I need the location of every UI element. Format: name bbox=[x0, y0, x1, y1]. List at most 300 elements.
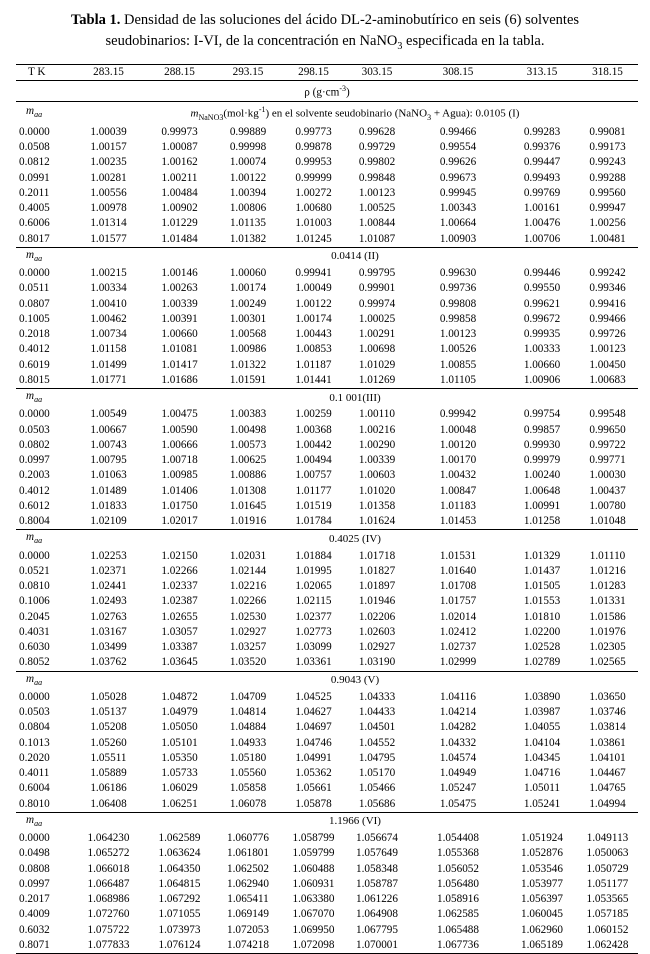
density-cell: 1.00706 bbox=[523, 232, 561, 245]
table-row bbox=[16, 705, 638, 720]
density-cell: 0.99447 bbox=[523, 156, 561, 169]
density-cell: 1.02031 bbox=[229, 549, 267, 562]
table-row bbox=[16, 216, 638, 231]
row-label: $m_{aa}$ bbox=[16, 247, 72, 266]
table-row bbox=[16, 484, 638, 499]
density-cell: 1.03650 bbox=[589, 690, 626, 703]
density-cell: 1.00216 bbox=[358, 423, 396, 436]
density-cell: 1.01505 bbox=[523, 580, 561, 593]
density-cell: 1.03520 bbox=[229, 656, 267, 669]
density-cell: 1.067070 bbox=[292, 908, 335, 921]
density-cell: 1.00333 bbox=[523, 343, 561, 356]
density-cell: 1.01499 bbox=[90, 358, 127, 371]
density-cell: 1.065488 bbox=[437, 923, 479, 936]
density-cell: 1.01884 bbox=[295, 549, 332, 562]
density-cell: 1.01976 bbox=[589, 625, 626, 638]
density-cell: 1.01406 bbox=[161, 484, 198, 497]
density-cell: 1.04333 bbox=[358, 690, 396, 703]
density-cell: 1.03746 bbox=[589, 706, 626, 719]
density-cell: 1.00886 bbox=[229, 469, 267, 482]
density-cell: 1.00039 bbox=[90, 125, 127, 138]
molality-cell: 0.4005 bbox=[19, 202, 50, 215]
density-cell: 1.05350 bbox=[161, 751, 198, 764]
molality-cell: 0.2018 bbox=[19, 328, 50, 341]
density-cell: 1.00170 bbox=[439, 454, 477, 467]
density-cell: 0.99754 bbox=[523, 408, 561, 421]
density-cell: 1.06251 bbox=[161, 797, 198, 810]
density-cell: 0.99554 bbox=[439, 141, 477, 154]
density-cell: 1.00481 bbox=[589, 232, 626, 245]
section-header-row bbox=[16, 530, 638, 549]
density-cell: 1.056480 bbox=[437, 877, 479, 890]
molality-cell: 0.0000 bbox=[19, 832, 50, 845]
density-cell: 0.99628 bbox=[358, 125, 396, 138]
density-cell: 1.02773 bbox=[295, 625, 332, 638]
density-cell: 1.04627 bbox=[295, 706, 332, 719]
density-cell: 1.02999 bbox=[439, 656, 477, 669]
density-cell: 0.99288 bbox=[589, 171, 626, 184]
density-cell: 1.00667 bbox=[90, 423, 127, 436]
density-cell: 0.99979 bbox=[523, 454, 561, 467]
density-cell: 1.00734 bbox=[90, 328, 127, 341]
table-row bbox=[16, 846, 638, 861]
density-cell: 1.01810 bbox=[523, 610, 561, 623]
density-cell: 1.00060 bbox=[229, 267, 267, 280]
table-body bbox=[16, 65, 638, 954]
density-table bbox=[16, 64, 638, 954]
density-cell: 1.076124 bbox=[145, 938, 214, 954]
molality-cell: 0.8015 bbox=[19, 373, 50, 386]
density-cell: 1.00437 bbox=[589, 484, 626, 497]
density-cell: 1.058348 bbox=[356, 862, 398, 875]
density-cell: 0.99802 bbox=[358, 156, 396, 169]
density-cell: 1.01519 bbox=[295, 499, 332, 512]
molality-cell: 0.2020 bbox=[19, 751, 50, 764]
table-row bbox=[16, 923, 638, 938]
density-cell: 1.02737 bbox=[439, 641, 477, 654]
density-cell: 1.01322 bbox=[229, 358, 267, 371]
table-row bbox=[16, 327, 638, 342]
density-cell: 1.04884 bbox=[229, 721, 267, 734]
density-cell: 0.99242 bbox=[589, 267, 626, 280]
density-cell: 1.00795 bbox=[90, 454, 127, 467]
density-cell: 1.01314 bbox=[90, 217, 127, 230]
density-cell: 1.02144 bbox=[229, 564, 267, 577]
caption-text-1: Densidad de las soluciones del ácido DL-2-aminobutírico en seis (6) solventes bbox=[124, 12, 580, 28]
density-cell: 1.00290 bbox=[358, 438, 396, 451]
density-cell: 1.01441 bbox=[295, 373, 332, 386]
density-cell: 1.00718 bbox=[161, 454, 198, 467]
molality-cell: 0.8010 bbox=[19, 797, 50, 810]
density-cell: 1.00549 bbox=[90, 408, 127, 421]
density-cell: 1.01329 bbox=[523, 549, 561, 562]
density-cell: 1.02763 bbox=[90, 610, 127, 623]
density-cell: 1.053565 bbox=[586, 893, 629, 906]
molality-cell: 0.0521 bbox=[19, 564, 50, 577]
density-cell: 1.05101 bbox=[161, 736, 198, 749]
density-cell: 1.062589 bbox=[158, 832, 201, 845]
density-cell: 0.99446 bbox=[523, 267, 561, 280]
density-cell: 0.99650 bbox=[589, 423, 626, 436]
density-cell: 1.05247 bbox=[439, 782, 477, 795]
density-cell: 1.02412 bbox=[439, 625, 477, 638]
table-row bbox=[16, 625, 638, 640]
molality-cell: 0.0997 bbox=[19, 454, 50, 467]
density-cell: 1.04574 bbox=[439, 751, 477, 764]
table-row bbox=[16, 155, 638, 170]
density-cell: 1.00087 bbox=[161, 141, 198, 154]
density-cell: 1.060488 bbox=[292, 862, 335, 875]
density-cell: 1.04746 bbox=[295, 736, 332, 749]
table-row bbox=[16, 655, 638, 671]
molality-cell: 0.8052 bbox=[19, 656, 50, 669]
density-cell: 0.99673 bbox=[439, 171, 477, 184]
density-cell: 1.066487 bbox=[87, 877, 130, 890]
density-cell: 1.01177 bbox=[295, 484, 332, 497]
section-header-row bbox=[16, 247, 638, 266]
density-cell: 1.060045 bbox=[521, 908, 563, 921]
density-cell: 0.99376 bbox=[523, 141, 561, 154]
density-cell: 1.02655 bbox=[161, 610, 198, 623]
density-cell: 1.00048 bbox=[439, 423, 477, 436]
table-row bbox=[16, 171, 638, 186]
density-cell: 1.01995 bbox=[295, 564, 332, 577]
density-cell: 1.062585 bbox=[437, 908, 479, 921]
temp-header: 303.15 bbox=[345, 65, 409, 81]
table-row bbox=[16, 720, 638, 735]
density-cell: 1.00249 bbox=[229, 297, 267, 310]
density-cell: 0.99493 bbox=[523, 171, 561, 184]
density-cell: 1.04282 bbox=[439, 721, 477, 734]
density-cell: 1.02305 bbox=[589, 641, 626, 654]
density-cell: 1.04101 bbox=[589, 751, 626, 764]
density-cell: 1.04709 bbox=[229, 690, 267, 703]
density-cell: 1.01087 bbox=[358, 232, 396, 245]
density-cell: 1.00157 bbox=[90, 141, 127, 154]
density-cell: 0.99941 bbox=[295, 267, 332, 280]
table-row bbox=[16, 186, 638, 201]
density-cell: 1.01417 bbox=[161, 358, 198, 371]
density-cell: 1.03387 bbox=[161, 641, 198, 654]
table-row bbox=[16, 781, 638, 796]
density-cell: 1.03814 bbox=[589, 721, 626, 734]
density-cell: 0.99973 bbox=[161, 125, 198, 138]
density-cell: 1.00991 bbox=[523, 499, 561, 512]
solvent-concentration: 0.4025 (IV) bbox=[72, 530, 638, 549]
density-cell: 1.02337 bbox=[161, 580, 198, 593]
density-cell: 1.04116 bbox=[440, 690, 476, 703]
density-cell: 1.01916 bbox=[229, 515, 267, 528]
density-cell: 1.057649 bbox=[356, 847, 398, 860]
density-cell: 0.99736 bbox=[439, 282, 477, 295]
density-cell: 0.99626 bbox=[439, 156, 477, 169]
density-cell: 1.072098 bbox=[282, 938, 345, 954]
density-cell: 1.05733 bbox=[161, 767, 198, 780]
density-cell: 1.01531 bbox=[439, 549, 477, 562]
density-cell: 0.99974 bbox=[358, 297, 396, 310]
density-cell: 0.99672 bbox=[523, 312, 561, 325]
density-cell: 0.99416 bbox=[589, 297, 626, 310]
density-cell: 1.054408 bbox=[437, 832, 479, 845]
density-cell: 1.00122 bbox=[229, 171, 267, 184]
density-cell: 1.04765 bbox=[589, 782, 626, 795]
density-cell: 1.067736 bbox=[409, 938, 507, 954]
density-cell: 1.01020 bbox=[358, 484, 396, 497]
molality-cell: 0.1005 bbox=[19, 312, 50, 325]
table-row bbox=[16, 549, 638, 564]
density-cell: 1.00256 bbox=[589, 217, 626, 230]
density-cell: 1.00272 bbox=[295, 186, 332, 199]
density-cell: 1.065411 bbox=[227, 893, 269, 906]
molality-cell: 0.0511 bbox=[19, 282, 50, 295]
temp-header: 308.15 bbox=[409, 65, 507, 81]
density-cell: 1.02493 bbox=[90, 595, 127, 608]
section-header-row bbox=[16, 389, 638, 408]
caption-line-1 bbox=[8, 10, 642, 31]
density-cell: 1.00855 bbox=[439, 358, 477, 371]
table-row bbox=[16, 468, 638, 483]
density-cell: 1.00847 bbox=[439, 484, 477, 497]
density-cell: 0.99729 bbox=[358, 141, 396, 154]
molality-cell: 0.0807 bbox=[19, 297, 50, 310]
density-cell: 1.01708 bbox=[439, 580, 477, 593]
density-cell: 1.02371 bbox=[90, 564, 127, 577]
density-cell: 1.02200 bbox=[523, 625, 561, 638]
molality-cell: 0.8017 bbox=[19, 232, 50, 245]
density-cell: 1.055368 bbox=[437, 847, 479, 860]
table-row bbox=[16, 373, 638, 389]
molality-cell: 0.4012 bbox=[19, 343, 50, 356]
density-cell: 1.059799 bbox=[292, 847, 335, 860]
molality-cell: 0.0000 bbox=[19, 267, 50, 280]
density-cell: 0.99722 bbox=[589, 438, 626, 451]
density-cell: 0.99953 bbox=[295, 156, 332, 169]
density-cell: 0.99858 bbox=[439, 312, 477, 325]
density-unit-row bbox=[16, 81, 638, 102]
density-cell: 1.00122 bbox=[295, 297, 332, 310]
density-cell: 1.057185 bbox=[586, 908, 629, 921]
molality-cell: 0.2045 bbox=[19, 610, 50, 623]
density-cell: 1.01269 bbox=[358, 373, 396, 386]
density-cell: 1.00498 bbox=[229, 423, 267, 436]
density-cell: 1.04501 bbox=[358, 721, 396, 734]
section-header-row bbox=[16, 812, 638, 831]
density-cell: 1.056674 bbox=[356, 832, 398, 845]
density-cell: 1.00590 bbox=[161, 423, 198, 436]
molality-cell: 0.4009 bbox=[19, 908, 50, 921]
molality-cell: 0.2003 bbox=[19, 469, 50, 482]
density-cell: 1.01183 bbox=[440, 499, 476, 512]
table-caption bbox=[8, 10, 642, 52]
density-cell: 0.99548 bbox=[589, 408, 626, 421]
density-cell: 1.01591 bbox=[229, 373, 267, 386]
density-cell: 1.070001 bbox=[345, 938, 409, 954]
density-cell: 0.99999 bbox=[295, 171, 332, 184]
density-cell: 1.05475 bbox=[439, 797, 477, 810]
table-row bbox=[16, 594, 638, 609]
row-label: $m_{aa}$ bbox=[16, 530, 72, 549]
density-cell: 1.064350 bbox=[158, 862, 201, 875]
table-row bbox=[16, 640, 638, 655]
molality-cell: 0.0991 bbox=[19, 171, 50, 184]
density-cell: 1.02387 bbox=[161, 595, 198, 608]
density-cell: 1.00603 bbox=[358, 469, 396, 482]
density-cell: 1.062428 bbox=[577, 938, 638, 954]
density-cell: 1.00568 bbox=[229, 328, 267, 341]
density-cell: 1.01757 bbox=[439, 595, 477, 608]
density-cell: 1.00301 bbox=[229, 312, 267, 325]
density-cell: 1.03190 bbox=[358, 656, 396, 669]
density-cell: 1.068986 bbox=[87, 893, 130, 906]
density-cell: 1.01645 bbox=[229, 499, 267, 512]
table-row bbox=[16, 423, 638, 438]
density-cell: 1.00680 bbox=[295, 202, 332, 215]
density-cell: 1.067292 bbox=[158, 893, 201, 906]
density-cell: 1.05560 bbox=[229, 767, 267, 780]
density-cell: 0.99283 bbox=[523, 125, 561, 138]
density-cell: 1.04552 bbox=[358, 736, 396, 749]
density-cell: 1.00625 bbox=[229, 454, 267, 467]
density-cell: 1.06408 bbox=[90, 797, 127, 810]
table-row bbox=[16, 892, 638, 907]
density-cell: 1.00683 bbox=[589, 373, 626, 386]
density-cell: 1.00985 bbox=[161, 469, 198, 482]
density-cell: 1.00525 bbox=[358, 202, 396, 215]
density-cell: 1.00443 bbox=[295, 328, 332, 341]
density-cell: 1.00556 bbox=[90, 186, 127, 199]
density-cell: 1.00211 bbox=[161, 171, 198, 184]
table-row bbox=[16, 797, 638, 813]
temp-header: 288.15 bbox=[145, 65, 214, 81]
density-cell: 1.02603 bbox=[358, 625, 396, 638]
density-cell: 1.05686 bbox=[358, 797, 396, 810]
section-header-row bbox=[16, 671, 638, 690]
density-cell: 1.01187 bbox=[295, 358, 332, 371]
density-cell: 1.056397 bbox=[521, 893, 563, 906]
density-cell: 1.01453 bbox=[439, 515, 477, 528]
molality-cell: 0.0997 bbox=[19, 877, 50, 890]
density-cell: 1.01586 bbox=[589, 610, 626, 623]
density-cell: 1.05889 bbox=[90, 767, 127, 780]
density-cell: 1.02789 bbox=[523, 656, 561, 669]
density-cell: 1.01135 bbox=[230, 217, 266, 230]
density-cell: 1.01833 bbox=[90, 499, 127, 512]
table-row bbox=[16, 831, 638, 846]
molality-cell: 0.6012 bbox=[19, 499, 50, 512]
t-label: T K bbox=[16, 65, 72, 81]
density-cell: 1.058916 bbox=[437, 893, 479, 906]
density-cell: 1.00660 bbox=[523, 358, 561, 371]
density-cell: 1.03099 bbox=[295, 641, 332, 654]
row-label: $m_{aa}$ bbox=[16, 389, 72, 408]
density-cell: 1.00780 bbox=[589, 499, 626, 512]
density-cell: 1.00123 bbox=[589, 343, 626, 356]
density-cell: 0.99935 bbox=[523, 328, 561, 341]
molality-cell: 0.0810 bbox=[19, 580, 50, 593]
density-cell: 1.02150 bbox=[161, 549, 198, 562]
density-cell: 1.00494 bbox=[295, 454, 332, 467]
density-cell: 1.051177 bbox=[586, 877, 629, 890]
density-cell: 1.072760 bbox=[87, 908, 130, 921]
density-cell: 1.056052 bbox=[437, 862, 479, 875]
density-cell: 1.00291 bbox=[358, 328, 396, 341]
density-cell: 1.01771 bbox=[90, 373, 127, 386]
density-cell: 0.99173 bbox=[589, 141, 626, 154]
density-cell: 1.01489 bbox=[90, 484, 127, 497]
density-cell: 1.01216 bbox=[589, 564, 626, 577]
density-cell: 0.99998 bbox=[229, 141, 267, 154]
density-cell: 1.03890 bbox=[523, 690, 561, 703]
density-cell: 1.03499 bbox=[90, 641, 127, 654]
density-cell: 1.00526 bbox=[439, 343, 477, 356]
solvent-concentration: $m_{NaNO3}(mol\cdot kg^{-1})$ en el solvente seudobinario (NaNO$_3$ + Agua): 0.0105 (I) bbox=[72, 101, 638, 124]
density-cell: 1.06078 bbox=[229, 797, 267, 810]
table-row bbox=[16, 453, 638, 468]
density-cell: 1.04933 bbox=[229, 736, 267, 749]
density-cell: 1.02206 bbox=[358, 610, 396, 623]
density-cell: 1.04872 bbox=[161, 690, 198, 703]
density-cell: 1.067795 bbox=[356, 923, 398, 936]
density-cell: 1.02253 bbox=[90, 549, 127, 562]
density-cell: 1.01358 bbox=[358, 499, 396, 512]
density-cell: 1.00664 bbox=[439, 217, 477, 230]
density-cell: 1.02216 bbox=[229, 580, 267, 593]
density-cell: 1.00334 bbox=[90, 282, 127, 295]
density-cell: 1.062502 bbox=[227, 862, 269, 875]
density-cell: 1.01283 bbox=[589, 580, 626, 593]
table-row bbox=[16, 514, 638, 530]
density-cell: 1.01437 bbox=[523, 564, 561, 577]
table-row bbox=[16, 907, 638, 922]
density-cell: 1.04104 bbox=[523, 736, 561, 749]
density-cell: 1.01686 bbox=[161, 373, 198, 386]
molality-cell: 0.6032 bbox=[19, 923, 50, 936]
density-cell: 0.99621 bbox=[523, 297, 561, 310]
density-cell: 1.00263 bbox=[161, 282, 198, 295]
density-unit-exponent: -3 bbox=[339, 84, 347, 94]
molality-cell: 0.6030 bbox=[19, 641, 50, 654]
density-cell: 1.00903 bbox=[439, 232, 477, 245]
table-row bbox=[16, 297, 638, 312]
table-row bbox=[16, 766, 638, 781]
density-cell: 1.00484 bbox=[161, 186, 198, 199]
density-cell: 0.99771 bbox=[589, 454, 626, 467]
molality-cell: 0.0812 bbox=[19, 156, 50, 169]
density-cell: 0.99901 bbox=[358, 282, 396, 295]
density-cell: 1.01105 bbox=[440, 373, 476, 386]
density-cell: 1.05661 bbox=[295, 782, 332, 795]
density-cell: 0.99773 bbox=[295, 125, 332, 138]
density-cell: 1.050729 bbox=[586, 862, 629, 875]
density-cell: 1.02377 bbox=[295, 610, 332, 623]
molality-cell: 0.1006 bbox=[19, 595, 50, 608]
density-cell: 1.05362 bbox=[295, 767, 332, 780]
table-row bbox=[16, 281, 638, 296]
density-cell: 1.071055 bbox=[158, 908, 201, 921]
molality-cell: 0.0503 bbox=[19, 706, 50, 719]
density-cell: 1.02565 bbox=[589, 656, 626, 669]
density-cell: 1.00240 bbox=[523, 469, 561, 482]
density-cell: 1.04795 bbox=[358, 751, 396, 764]
table-row bbox=[16, 877, 638, 892]
density-cell: 1.04716 bbox=[523, 767, 561, 780]
density-cell: 1.00660 bbox=[161, 328, 198, 341]
density-cell: 1.00410 bbox=[90, 297, 127, 310]
solvent-concentration: 0.0414 (II) bbox=[72, 247, 638, 266]
table-row bbox=[16, 266, 638, 281]
table-row bbox=[16, 610, 638, 625]
density-cell: 1.06029 bbox=[161, 782, 198, 795]
